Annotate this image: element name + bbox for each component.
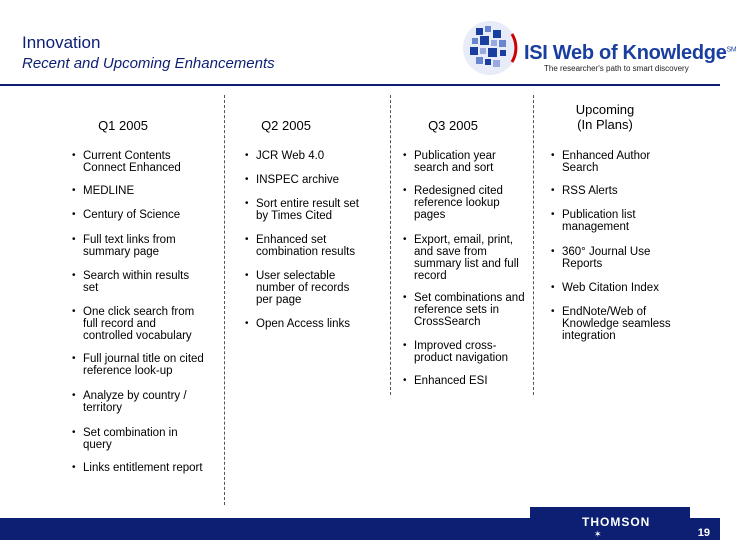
logo-tagline: The researcher's path to smart discovery [544, 64, 689, 73]
thomson-logo [530, 507, 690, 540]
list-item: • JCR Web 4.0 [245, 150, 325, 162]
list-item: • Publication list management [551, 209, 636, 233]
column-heading-q2: Q2 2005 [261, 118, 311, 133]
globe-icon [462, 20, 518, 76]
isi-logo [462, 20, 736, 78]
thomson-wordmark: THOMSON [582, 515, 651, 529]
page-number: 19 [697, 527, 710, 539]
list-item: • Enhanced set combination results [245, 234, 356, 258]
list-item: • Full text links from summary page [72, 234, 176, 258]
list-item: • Set combination in query [72, 427, 178, 451]
slide-subtitle: Recent and Upcoming Enhancements [22, 55, 275, 72]
list-item: • Enhanced ESI [403, 375, 488, 387]
column-divider [224, 95, 225, 505]
logo-wordmark: ISI Web of Knowledge℠ [524, 42, 736, 64]
column-heading-q1: Q1 2005 [98, 118, 148, 133]
list-item: • Search within results set [72, 270, 190, 294]
list-item: • Links entitlement report [72, 462, 203, 474]
list-item: • Open Access links [245, 318, 350, 330]
column-divider [390, 95, 391, 395]
list-item: • Current Contents Connect Enhanced [72, 150, 181, 174]
header-rule [0, 84, 720, 86]
column-heading-q3: Q3 2005 [428, 118, 478, 133]
list-item: • Improved cross- product navigation [403, 340, 508, 364]
column-heading-upcoming: Upcoming (In Plans) [575, 102, 635, 132]
list-item: • MEDLINE [72, 185, 135, 197]
list-item: • Full journal title on cited reference look-up [72, 353, 204, 377]
list-item: • Set combinations and reference sets in CrossSearch [403, 292, 525, 328]
list-item: • User selectable number of records per page [245, 270, 350, 306]
list-item: • Export, email, print, and save from summary list and full record [403, 234, 519, 282]
list-item: • 360° Journal Use Reports [551, 246, 651, 270]
list-item: • EndNote/Web of Knowledge seamless integration [551, 306, 671, 342]
list-item: • Analyze by country / territory [72, 390, 187, 414]
list-item: • Enhanced Author Search [551, 150, 651, 174]
list-item: • Publication year search and sort [403, 150, 496, 174]
star-icon: ✶ [594, 529, 602, 539]
list-item: • Century of Science [72, 209, 181, 221]
list-item: • One click search from full record and controlled vocabulary [72, 306, 195, 342]
list-item: • Web Citation Index [551, 282, 659, 294]
list-item: • INSPEC archive [245, 174, 340, 186]
column-divider [533, 95, 534, 395]
list-item: • Sort entire result set by Times Cited [245, 198, 359, 222]
slide-title: Innovation [22, 33, 101, 52]
list-item: • RSS Alerts [551, 185, 618, 197]
list-item: • Redesigned cited reference lookup pages [403, 185, 503, 221]
